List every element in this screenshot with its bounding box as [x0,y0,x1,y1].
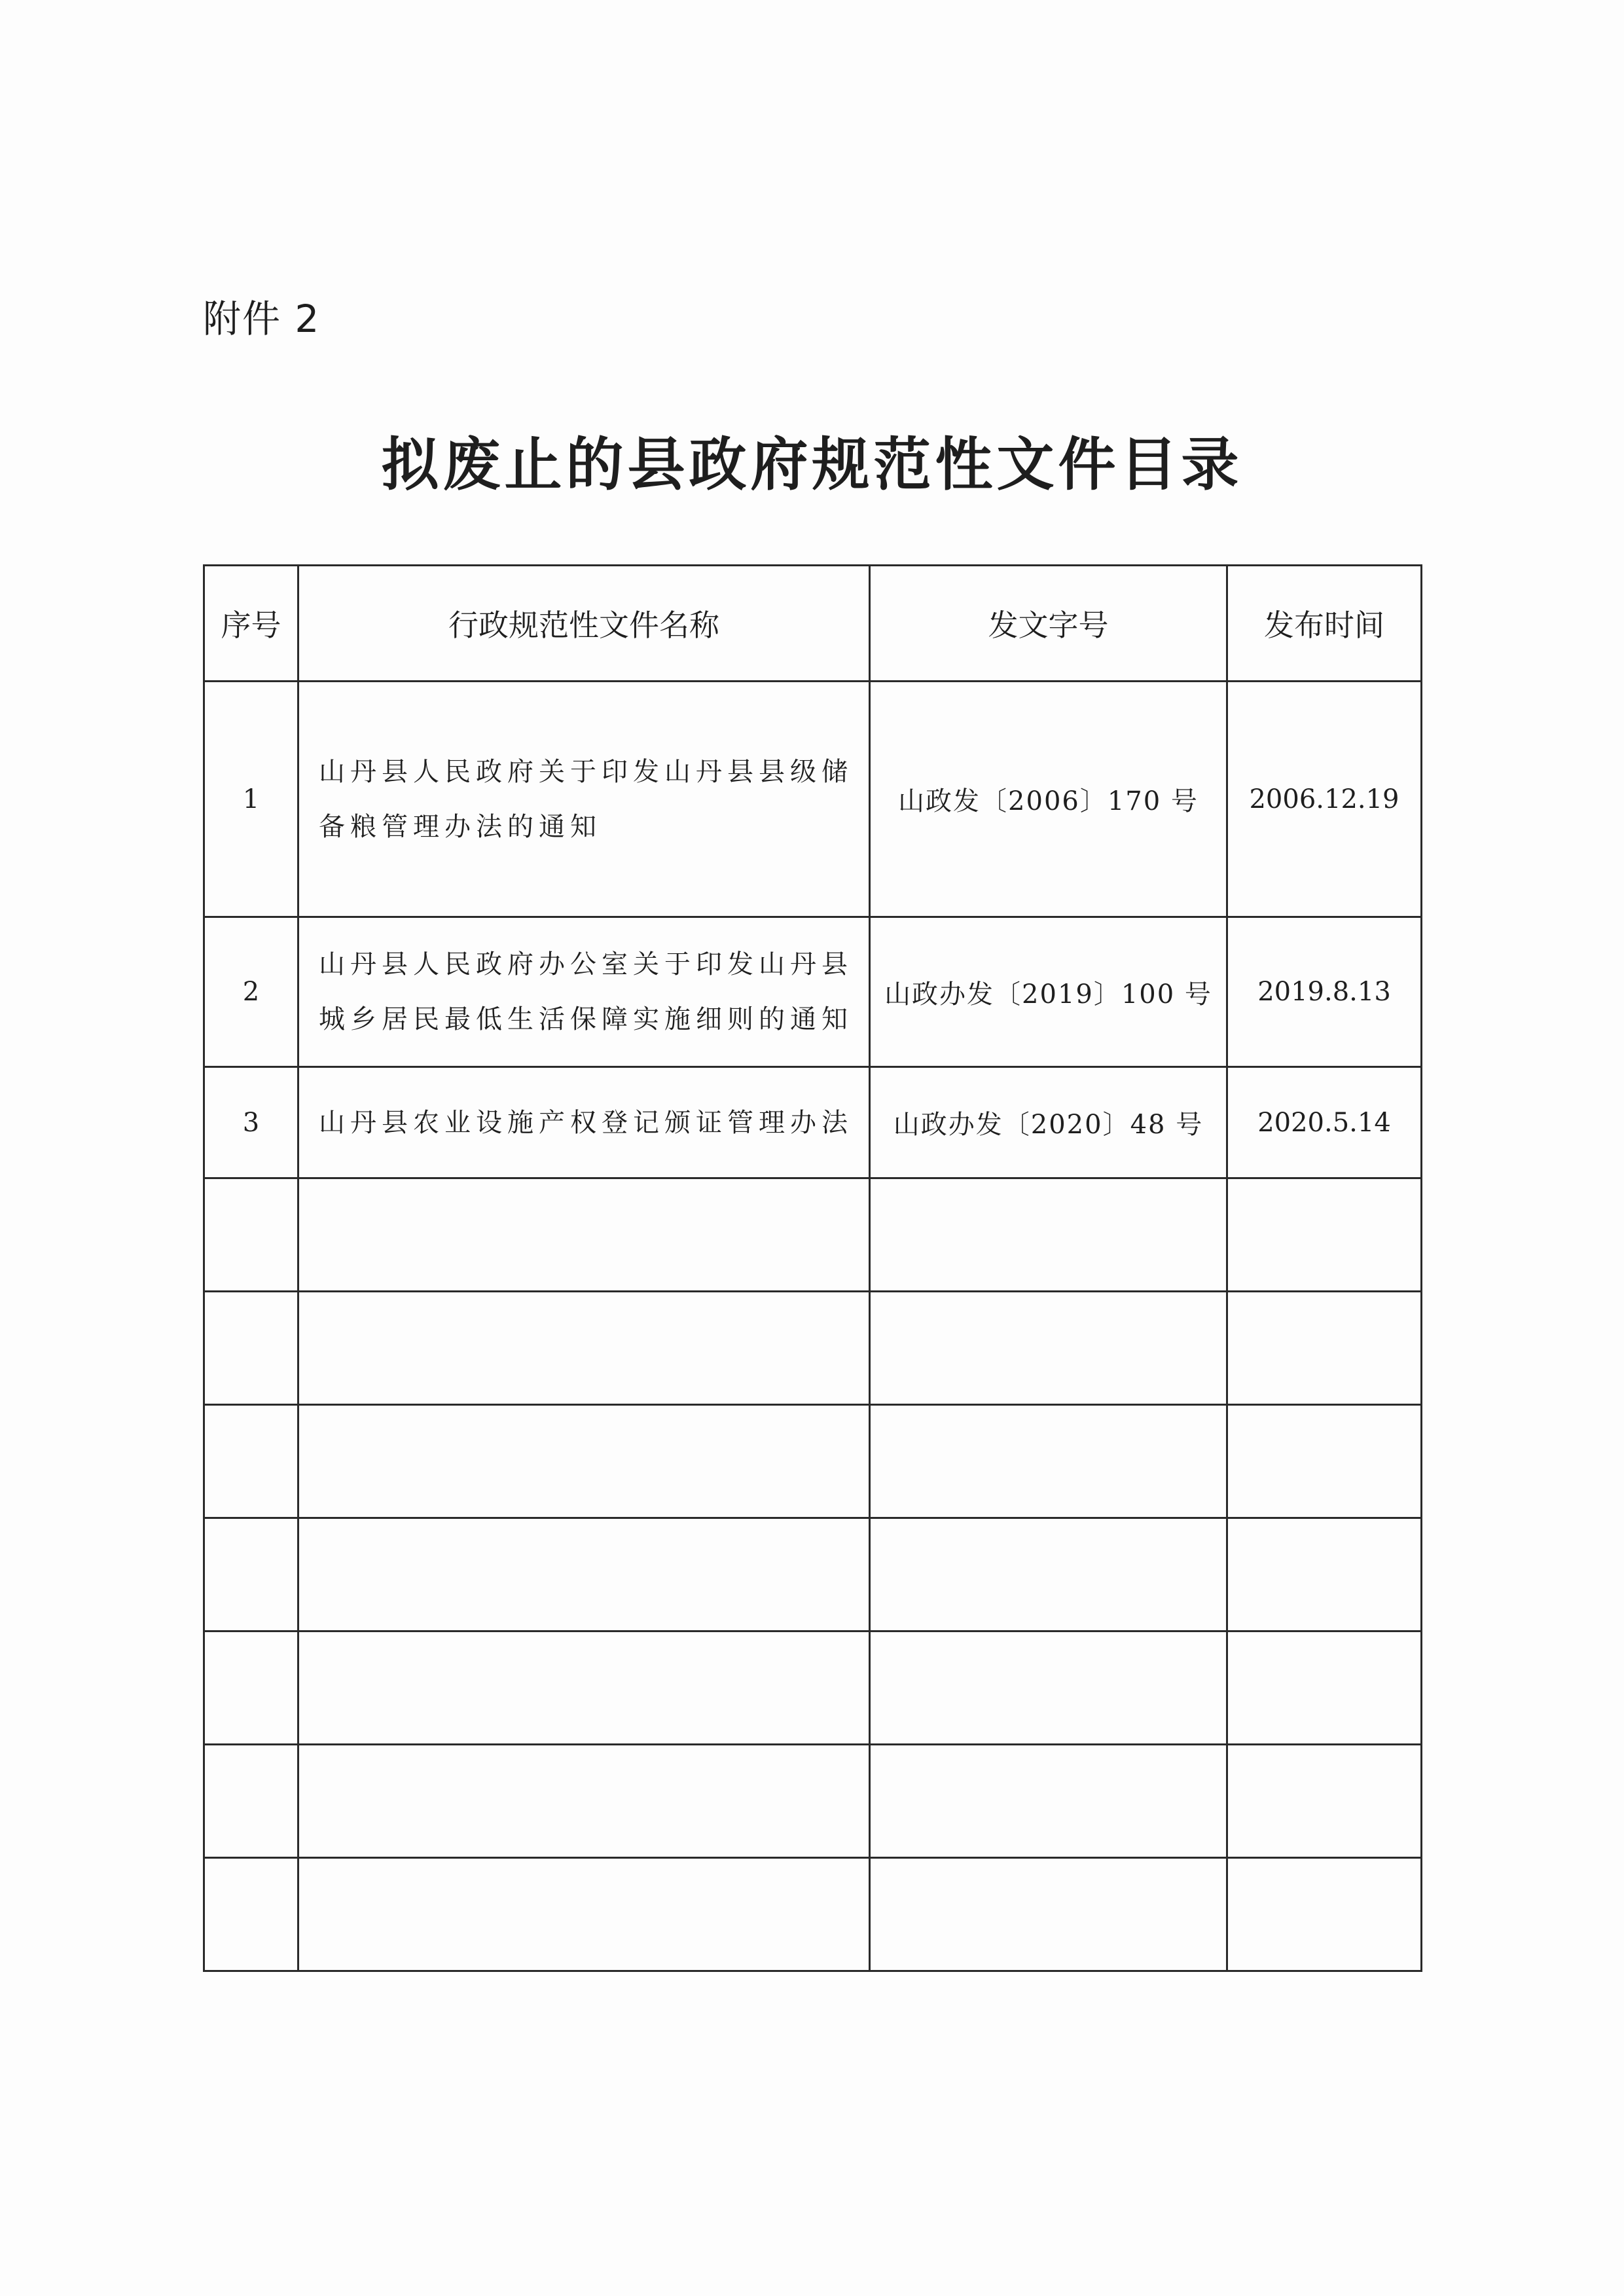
empty-cell [1227,1518,1422,1631]
empty-row [204,1631,1422,1745]
empty-cell [298,1292,870,1405]
cell-date: 2006.12.19 [1227,682,1422,917]
empty-cell [298,1631,870,1745]
empty-row [204,1405,1422,1518]
empty-cell [204,1631,298,1745]
empty-cell [298,1178,870,1292]
empty-row [204,1858,1422,1971]
empty-cell [1227,1405,1422,1518]
empty-cell [204,1178,298,1292]
cell-doc-no: 山政办发〔2019〕100 号 [870,917,1227,1067]
empty-cell [1227,1745,1422,1858]
header-date: 发布时间 [1227,566,1422,682]
empty-cell [870,1745,1227,1858]
empty-cell [204,1405,298,1518]
document-list-table [203,564,1422,1972]
empty-cell [870,1858,1227,1971]
header-doc-no: 发文字号 [870,566,1227,682]
empty-cell [204,1745,298,1858]
empty-row [204,1292,1422,1405]
empty-row [204,1745,1422,1858]
cell-doc-no: 山政办发〔2020〕48 号 [870,1067,1227,1178]
cell-name: 山丹县人民政府办公室关于印发山丹县城乡居民最低生活保障实施细则的通知 [298,917,870,1067]
empty-cell [1227,1631,1422,1745]
empty-row [204,1178,1422,1292]
empty-cell [1227,1858,1422,1971]
table-header-row [204,566,1422,682]
cell-date: 2019.8.13 [1227,917,1422,1067]
empty-cell [1227,1292,1422,1405]
empty-cell [870,1631,1227,1745]
cell-seq: 1 [204,682,298,917]
empty-cell [298,1858,870,1971]
cell-doc-no: 山政发〔2006〕170 号 [870,682,1227,917]
cell-name: 山丹县人民政府关于印发山丹县县级储备粮管理办法的通知 [298,682,870,917]
table-row [204,917,1422,1067]
empty-cell [204,1858,298,1971]
empty-cell [298,1745,870,1858]
empty-cell [870,1292,1227,1405]
empty-cell [870,1518,1227,1631]
header-name: 行政规范性文件名称 [298,566,870,682]
empty-row [204,1518,1422,1631]
header-seq: 序号 [204,566,298,682]
empty-cell [870,1405,1227,1518]
empty-cell [1227,1178,1422,1292]
empty-cell [870,1178,1227,1292]
cell-name: 山丹县农业设施产权登记颁证管理办法 [298,1067,870,1178]
table-row [204,682,1422,917]
empty-cell [204,1292,298,1405]
empty-cell [204,1518,298,1631]
cell-seq: 3 [204,1067,298,1178]
cell-date: 2020.5.14 [1227,1067,1422,1178]
page-title: 拟废止的县政府规范性文件目录 [381,430,1243,498]
empty-cell [298,1518,870,1631]
table-row [204,1067,1422,1178]
cell-seq: 2 [204,917,298,1067]
attachment-label: 附件 2 [203,297,321,341]
empty-cell [298,1405,870,1518]
